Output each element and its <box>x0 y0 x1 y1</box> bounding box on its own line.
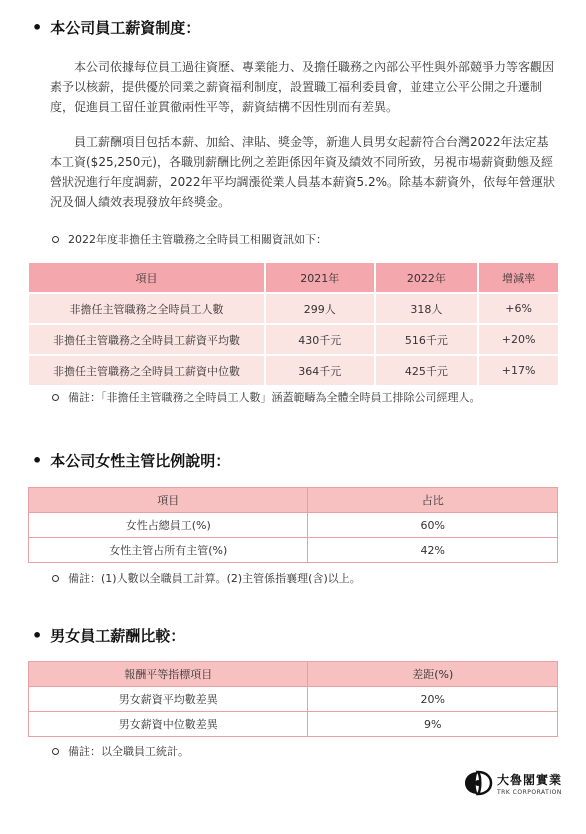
note-female-managers <box>52 570 361 586</box>
table-cell: 女性主管占所有主管(%) <box>29 538 308 563</box>
column-header: 項目 <box>29 488 308 513</box>
company-logo <box>463 770 562 796</box>
table-cell: 430千元 <box>265 324 375 355</box>
note-text: 備註：(1)人數以全職員工計算。(2)主管係指襄理(含)以上。 <box>68 572 361 585</box>
table-cell: 42% <box>308 538 558 563</box>
table-cell: 9% <box>308 712 558 737</box>
table-cell: 男女薪資中位數差異 <box>29 712 308 737</box>
table-header-row <box>29 488 558 513</box>
table-cell: 425千元 <box>375 355 479 386</box>
ring-bullet-icon <box>52 748 59 755</box>
table-cell: +20% <box>478 324 559 355</box>
bullet: • <box>32 18 43 37</box>
note-text: 備註：「非擔任主管職務之全時員工人數」涵蓋範疇為全體全時員工排除公司經理人。 <box>68 391 481 404</box>
note-text: 備註：以全職員工統計。 <box>68 745 189 758</box>
salary-items-paragraph: 員工薪酬項目包括本薪、加給、津貼、獎金等，新進人員男女起薪符合台灣2022年法定基本工資($25,250元)，各職別薪酬比例之差距係因年資及績效不同所致，另視市場薪資動態及經營狀況進行年度調薪，2022年平均調漲從業人員基本薪資5.2%。除基本薪資外，依每年營運狀況及個人績效表現發放年終獎金。 <box>50 135 556 209</box>
company-name: 大魯閣實業 <box>497 772 563 787</box>
table-cell: 364千元 <box>265 355 375 386</box>
table-cell: 318人 <box>375 293 479 324</box>
table-row <box>29 712 558 737</box>
section-title-female-managers <box>32 450 230 471</box>
note-nonmanager <box>52 389 481 405</box>
section-title-salary-system <box>32 17 200 38</box>
table-cell: 516千元 <box>375 324 479 355</box>
section-title-pay-comparison <box>32 625 185 646</box>
salary-policy-paragraph: 本公司依據每位員工過往資歷、專業能力、及擔任職務之內部公平性與外部競爭力等客觀因素予以核薪，提供優於同業之薪資福利制度，設置職工福利委員會，並建立公平公開之升遷制度，促進員工留任並貫徹兩性平等，薪資結構不因性別而有差異。 <box>50 60 555 114</box>
table-cell: 男女薪資平均數差異 <box>29 687 308 712</box>
table-cell: 女性占總員工(%) <box>29 513 308 538</box>
table-cell: 20% <box>308 687 558 712</box>
column-header: 增減率 <box>478 262 559 293</box>
table-row <box>29 513 558 538</box>
section-title-text: 男女員工薪酬比較： <box>50 627 186 645</box>
pay-comparison-table <box>28 661 558 737</box>
section-title-text: 本公司女性主管比例說明： <box>50 452 231 470</box>
bullet: • <box>32 626 43 645</box>
table-cell: 299人 <box>265 293 375 324</box>
company-name-english: TRK CORPORATION <box>497 788 562 796</box>
table-row <box>28 355 559 386</box>
table-cell: 非擔任主管職務之全時員工薪資中位數 <box>28 355 265 386</box>
trk-logo-icon <box>463 770 493 796</box>
table-header-row <box>28 262 559 293</box>
column-header: 2022年 <box>375 262 479 293</box>
table-cell: 非擔任主管職務之全時員工薪資平均數 <box>28 324 265 355</box>
ring-bullet-icon <box>52 575 59 582</box>
table-cell: +17% <box>478 355 559 386</box>
column-header: 2021年 <box>265 262 375 293</box>
table-row <box>29 687 558 712</box>
subheading-nonmanager-info <box>52 231 327 247</box>
table-cell: 非擔任主管職務之全時員工人數 <box>28 293 265 324</box>
table-row <box>28 293 559 324</box>
table-row <box>28 324 559 355</box>
ring-bullet-icon <box>52 394 59 401</box>
column-header: 報酬平等指標項目 <box>29 662 308 687</box>
table-cell: +6% <box>478 293 559 324</box>
note-pay-comparison <box>52 743 189 759</box>
nonmanager-table <box>27 261 560 387</box>
column-header: 差距(%) <box>308 662 558 687</box>
column-header: 占比 <box>308 488 558 513</box>
ring-bullet-icon <box>52 236 59 243</box>
table-row <box>29 538 558 563</box>
subheading-text: 2022年度非擔任主管職務之全時員工相關資訊如下： <box>68 233 327 246</box>
table-cell: 60% <box>308 513 558 538</box>
column-header: 項目 <box>28 262 265 293</box>
table-header-row <box>29 662 558 687</box>
bullet: • <box>32 451 43 470</box>
section-title-text: 本公司員工薪資制度： <box>50 19 201 37</box>
female-manager-table <box>28 487 558 563</box>
